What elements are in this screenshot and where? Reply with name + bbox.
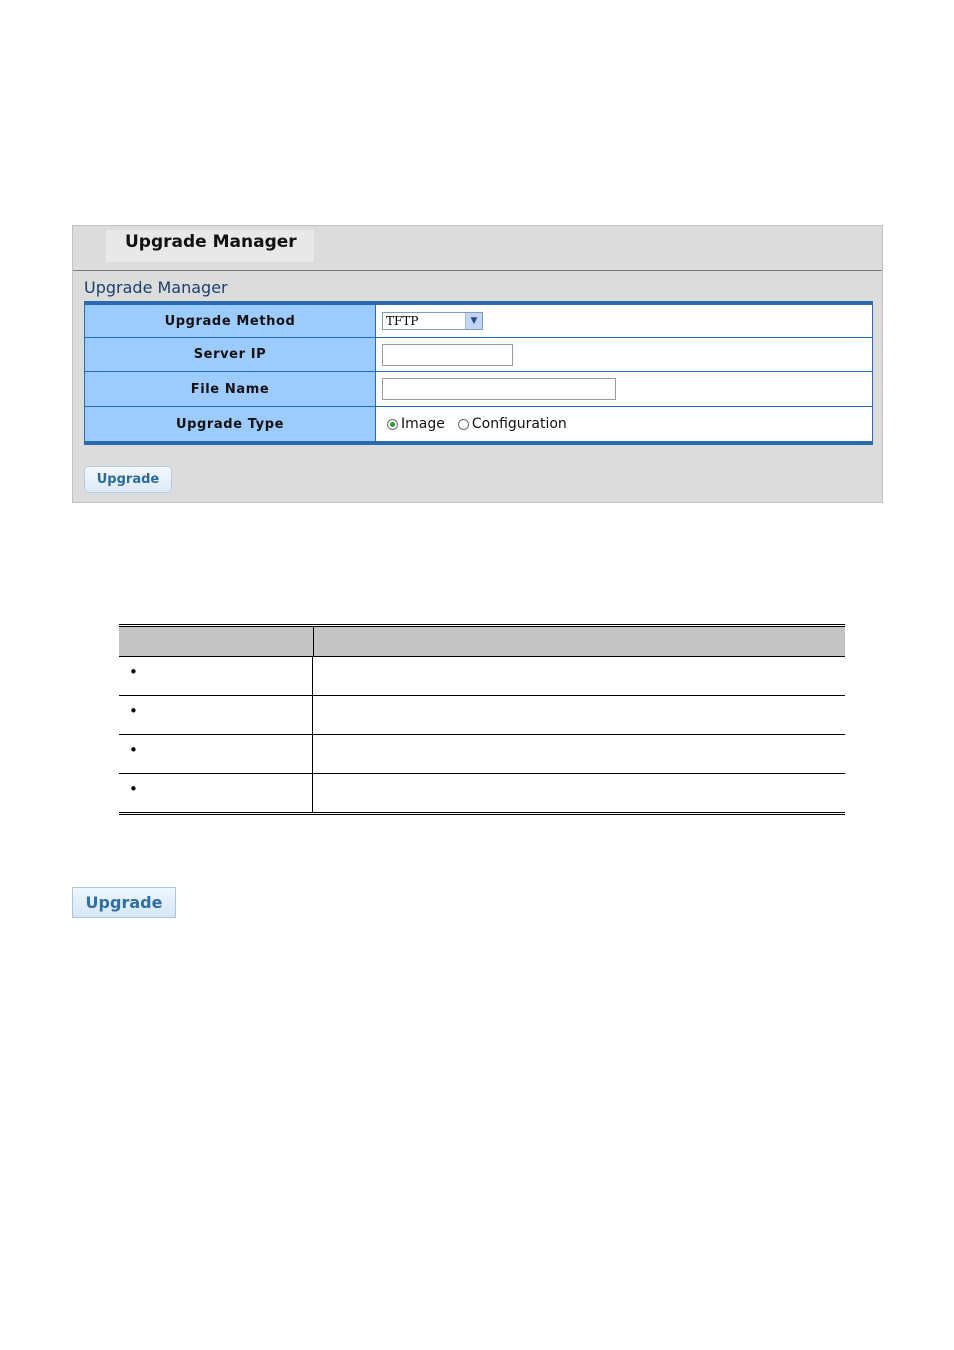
upgrade-manager-panel [72,225,883,503]
form-row-upgrade-type [84,406,873,441]
description-table-header [119,627,845,657]
description-cell [313,735,845,773]
upgrade-button-large[interactable]: Upgrade [72,887,176,918]
configuration-radio-label[interactable]: Configuration [471,416,567,432]
upgrade-type-radio-group [382,416,575,432]
configuration-radio[interactable] [458,419,469,430]
upgrade-method-selected-value: TFTP [386,314,419,328]
file-name-label: File Name [84,372,376,406]
upgrade-form-table [84,301,873,445]
bullet-cell: • [119,657,313,695]
description-cell [313,657,845,695]
header-cell-object [119,627,314,656]
bullet-cell: • [119,735,313,773]
upgrade-method-select[interactable] [382,312,483,330]
image-radio-label[interactable]: Image [401,416,445,432]
server-ip-input[interactable] [382,344,513,366]
form-row-file-name [84,371,873,406]
table-row [119,735,845,774]
upgrade-method-cell [376,305,873,337]
upgrade-type-label: Upgrade Type [84,407,376,441]
table-row [119,774,845,812]
upgrade-button[interactable]: Upgrade [84,466,172,493]
image-radio[interactable] [387,419,398,430]
panel-divider [73,270,882,271]
section-title: Upgrade Manager [84,278,228,297]
bullet-cell: • [119,774,313,812]
description-cell [313,774,845,812]
table-row [119,696,845,735]
panel-title: Upgrade Manager [125,232,297,252]
upgrade-method-label: Upgrade Method [84,305,376,337]
server-ip-cell [376,338,873,371]
description-cell [313,696,845,734]
upgrade-type-cell [376,407,873,441]
table-row [119,657,845,696]
bullet-cell: • [119,696,313,734]
server-ip-label: Server IP [84,338,376,371]
form-row-server-ip [84,337,873,371]
form-row-upgrade-method [84,305,873,337]
description-table [119,624,845,815]
file-name-cell [376,372,873,406]
chevron-down-icon[interactable]: ▼ [465,313,482,329]
file-name-input[interactable] [382,378,616,400]
